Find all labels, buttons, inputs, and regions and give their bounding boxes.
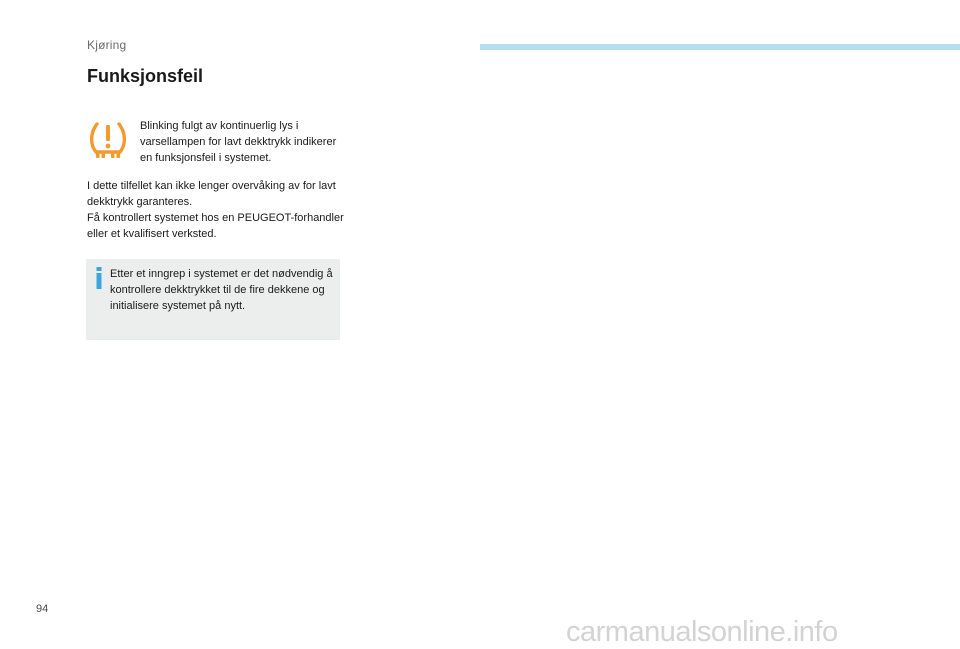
watermark: carmanualsonline.info [566, 616, 838, 648]
info-box [86, 259, 340, 340]
warning-description: Blinking fulgt av kontinuerlig lys i varsellampen for lavt dekktrykk indikerer en funksjonsfeil i systemet. [140, 120, 337, 164]
page-title: Funksjonsfeil [87, 66, 204, 86]
header-bar [480, 44, 960, 50]
page-number: 94 [36, 603, 49, 615]
body-text [87, 178, 347, 242]
info-icon [95, 267, 103, 289]
tyre-pressure-warning-icon [88, 119, 128, 161]
info-text: Etter et inngrep i systemet er det nødvendig å kontrollere dekktrykket til de fire dekkene og initialisere systemet på nytt. [110, 268, 333, 312]
section-label: Kjøring [87, 38, 127, 52]
body-text-line-2: Få kontrollert systemet hos en PEUGEOT-forhandler eller et kvalifisert verksted. [87, 212, 344, 240]
body-text-line-1: I dette tilfellet kan ikke lenger overvåking av for lavt dekktrykk garanteres. [87, 180, 336, 208]
